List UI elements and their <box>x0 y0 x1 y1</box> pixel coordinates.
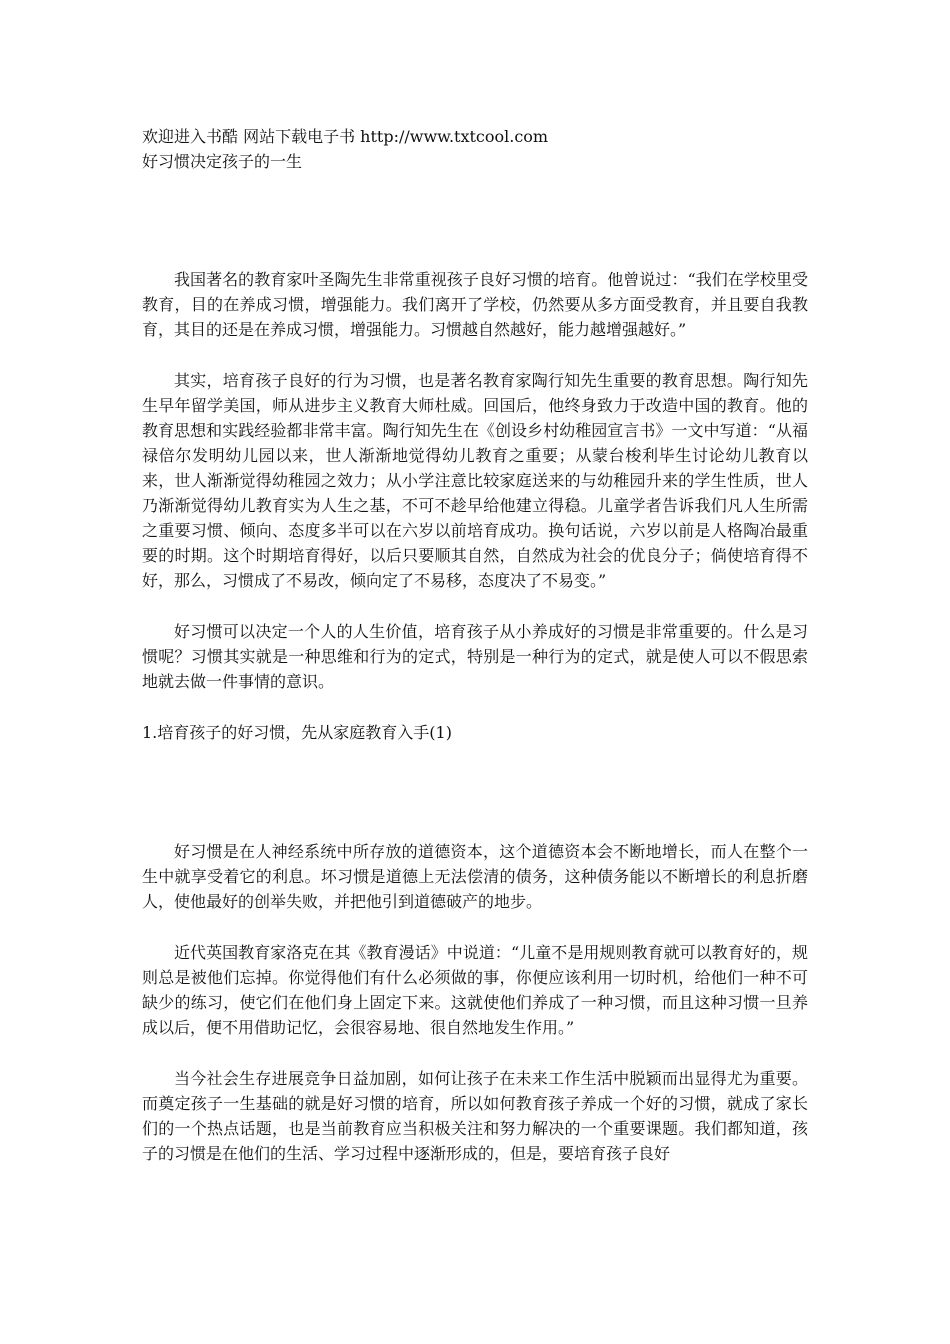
spacer <box>142 694 808 720</box>
paragraph-section-1: 好习惯是在人神经系统中所存放的道德资本，这个道德资本会不断地增长，而人在整个一生中就享受着它的利息。坏习惯是道德上无法偿清的债务，这种债务能以不断增长的利息折磨人，使他最好的创举失败，并把他引到道德破产的地步。 <box>142 842 808 911</box>
document-page <box>142 124 808 1166</box>
spacer <box>142 1040 808 1066</box>
spacer <box>142 342 808 368</box>
spacer <box>142 914 808 940</box>
paragraph-section-3: 当今社会生存进展竞争日益加剧，如何让孩子在未来工作生活中脱颖而出显得尤为重要。而奠定孩子一生基础的就是好习惯的培育，所以如何教育孩子养成一个好的习惯，就成了家长们的一个热点话题，也是当前教育应当积极关注和努力解决的一个重要课题。我们都知道，孩子的习惯是在他们的生活、学习过程中逐渐形成的，但是，要培育孩子良好 <box>142 1069 808 1163</box>
paragraph-intro-2: 其实，培育孩子良好的行为习惯，也是著名教育家陶行知先生重要的教育思想。陶行知先生早年留学美国，师从进步主义教育大师杜威。回国后，他终身致力于改造中国的教育。他的教育思想和实践经验都非常丰富。陶行知先生在《创设乡村幼稚园宣言书》一文中写道：“从福禄倍尔发明幼儿园以来，世人渐渐地觉得幼儿教育之重要；从蒙台梭利毕生讨论幼儿教育以来，世人渐渐觉得幼稚园之效力；从小学注意比较家庭送来的与幼稚园升来的学生性质，世人乃渐渐觉得幼儿教育实为人生之基，不可不趁早给他建立得稳。儿童学者告诉我们凡人生所需之重要习惯、倾向、态度多半可以在六岁以前培育成功。换句话说，六岁以前是人格陶冶最重要的时期。这个时期培育得好，以后只要顺其自然，自然成为社会的优良分子；倘使培育得不好，那么，习惯成了不易改，倾向定了不易移，态度决了不易变。” <box>142 371 808 590</box>
spacer <box>142 593 808 619</box>
paragraph-intro-3: 好习惯可以决定一个人的人生价值，培育孩子从小养成好的习惯是非常重要的。什么是习惯呢？习惯其实就是一种思维和行为的定式，特别是一种行为的定式，就是使人可以不假思索地就去做一件事情的意识。 <box>142 622 808 691</box>
book-title: 好习惯决定孩子的一生 <box>142 152 303 171</box>
section-heading: 1.培育孩子的好习惯，先从家庭教育入手(1) <box>142 723 452 742</box>
site-header-line: 欢迎进入书酷 网站下载电子书 http://www.txtcool.com <box>142 127 549 146</box>
spacer <box>142 174 808 267</box>
spacer <box>142 745 808 839</box>
paragraph-section-2: 近代英国教育家洛克在其《教育漫话》中说道：“儿童不是用规则教育就可以教育好的，规则总是被他们忘掉。你觉得他们有什么必须做的事，你便应该利用一切时机，给他们一种不可缺少的练习，使它们在他们身上固定下来。这就使他们养成了一种习惯，而且这种习惯一旦养成以后，便不用借助记忆，会很容易地、很自然地发生作用。” <box>142 943 808 1037</box>
paragraph-intro-1: 我国著名的教育家叶圣陶先生非常重视孩子良好习惯的培育。他曾说过：“我们在学校里受教育，目的在养成习惯，增强能力。我们离开了学校，仍然要从多方面受教育，并且要自我教育，其目的还是在养成习惯，增强能力。习惯越自然越好，能力越增强越好。” <box>142 270 808 339</box>
